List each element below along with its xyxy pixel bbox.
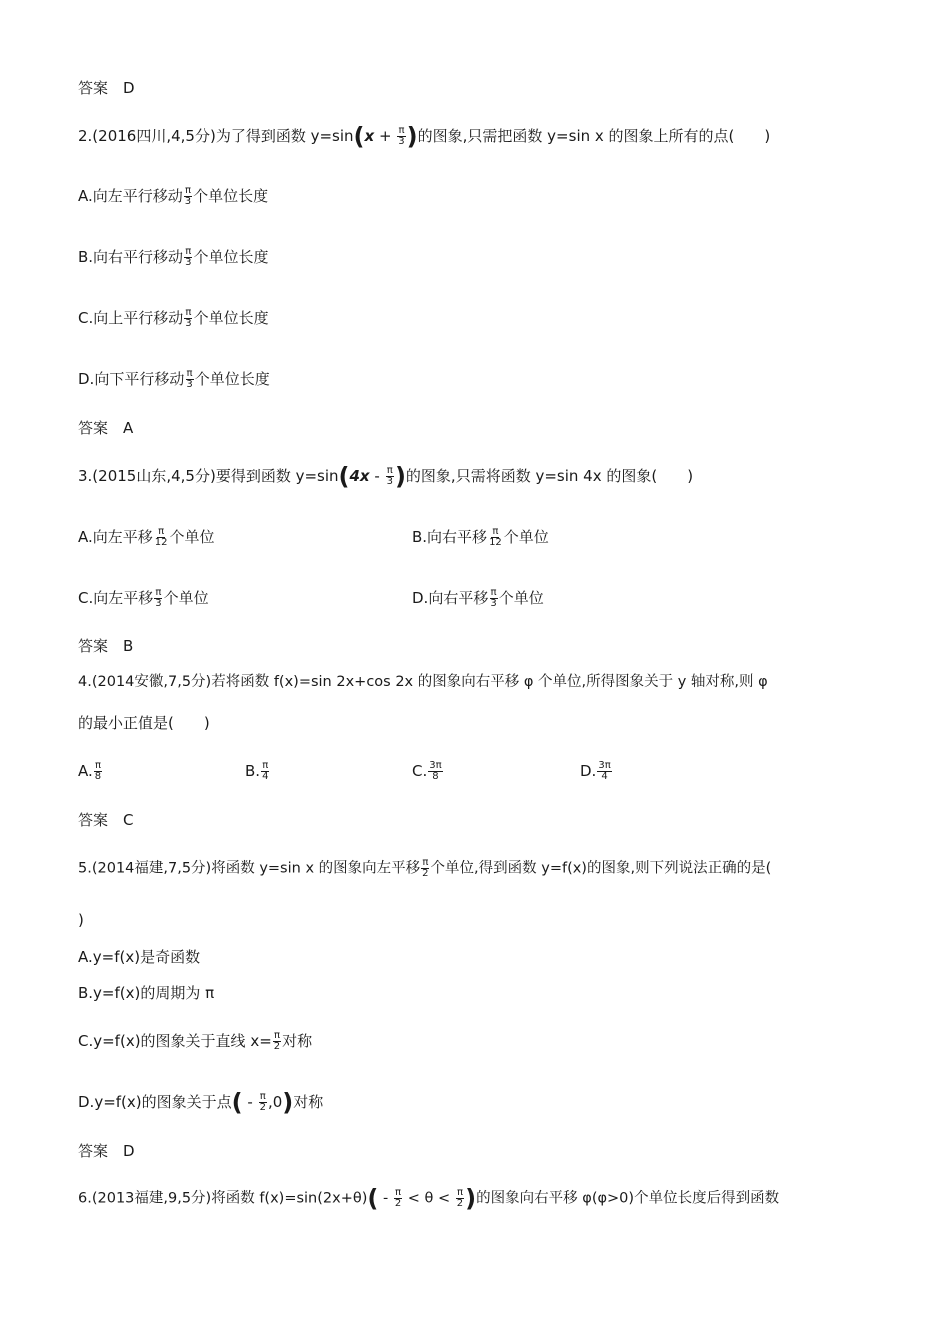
- q4-option-d-fraction: $\frac{3\pi}{4}$: [598, 760, 611, 782]
- question-2-stem: 2.(2016四川,4,5分)为了得到函数 y=sin(x + $\frac{\pi}{3}$ )的图象,只需把函数 y=sin x 的图象上所有的点( ): [78, 122, 771, 151]
- q2-option-b: B.向右平行移动 $\frac{\pi}{3}$ 个单位长度: [78, 246, 269, 268]
- q3-arg: 4x: [349, 467, 370, 485]
- q3-option-a: A.向左平移 $\frac{\pi}{12}$ 个单位: [78, 526, 215, 548]
- q3-option-d: D.向右平移 $\frac{\pi}{3}$ 个单位: [412, 587, 544, 609]
- q4-option-c-fraction: $\frac{3\pi}{8}$: [429, 760, 442, 782]
- question-5-stem: 5.(2014福建,7,5分)将函数 y=sin x 的图象向左平移 $\frac{\pi}{2}$ 个单位,得到函数 y=f(x)的图象,则下列说法正确的是(: [78, 857, 772, 879]
- q6-fraction-2: $\frac{\pi}{2}$: [456, 1187, 464, 1209]
- q3-option-b: B.向右平移 $\frac{\pi}{12}$ 个单位: [412, 526, 549, 548]
- q3-option-c: C.向左平移 $\frac{\pi}{3}$ 个单位: [78, 587, 209, 609]
- q2-option-c-fraction: $\frac{\pi}{3}$: [185, 307, 192, 329]
- q2-plus: +: [374, 127, 397, 145]
- q2-stem-pre: 2.(2016四川,4,5分)为了得到函数 y=sin: [78, 127, 354, 145]
- q5-fraction: $\frac{\pi}{2}$: [422, 857, 429, 879]
- q4-option-d: D. $\frac{3\pi}{4}$: [580, 760, 611, 782]
- q3-option-a-fraction: $\frac{\pi}{12}$: [154, 526, 168, 548]
- q2-stem-post: 的图象,只需把函数 y=sin x 的图象上所有的点( ): [417, 127, 771, 145]
- q4-option-a: A. $\frac{\pi}{8}$: [78, 760, 102, 782]
- question-3-stem: 3.(2015山东,4,5分)要得到函数 y=sin(4x - $\frac{\pi}{3}$ )的图象,只需将函数 y=sin 4x 的图象( ): [78, 462, 694, 491]
- q4-option-b: B. $\frac{\pi}{4}$: [245, 760, 269, 782]
- answer-4: 答案 C: [78, 811, 134, 829]
- q2-fraction: $\frac{\pi}{3}$: [398, 125, 405, 147]
- question-6-stem: 6.(2013福建,9,5分)将函数 f(x)=sin(2x+θ)( - $\frac{\pi}{2}$ < θ < $\frac{\pi}{2}$ )的图象向右平移 φ(φ>0)个单位长度后得到函数: [78, 1184, 780, 1213]
- q2-option-b-fraction: $\frac{\pi}{3}$: [185, 246, 192, 268]
- q4-option-b-fraction: $\frac{\pi}{4}$: [262, 760, 269, 782]
- q5-option-d: D.y=f(x)的图象关于点( - $\frac{\pi}{2}$ ,0)对称: [78, 1088, 324, 1117]
- question-5-line-2: ): [78, 911, 84, 929]
- q3-option-d-fraction: $\frac{\pi}{3}$: [490, 587, 497, 609]
- q5-option-c: C.y=f(x)的图象关于直线 x= $\frac{\pi}{2}$ 对称: [78, 1030, 313, 1052]
- q5-option-c-fraction: $\frac{\pi}{2}$: [273, 1030, 281, 1052]
- q2-option-a: A.向左平行移动 $\frac{\pi}{3}$ 个单位长度: [78, 185, 269, 207]
- q4-option-a-fraction: $\frac{\pi}{8}$: [94, 760, 102, 782]
- answer-5: 答案 D: [78, 1142, 135, 1160]
- q2-option-d-fraction: $\frac{\pi}{3}$: [186, 368, 193, 390]
- q3-option-c-fraction: $\frac{\pi}{3}$: [155, 587, 162, 609]
- q2-option-d: D.向下平行移动 $\frac{\pi}{3}$ 个单位长度: [78, 368, 270, 390]
- q5-option-a: A.y=f(x)是奇函数: [78, 948, 201, 966]
- answer-2: 答案 A: [78, 419, 134, 437]
- q5-option-b: B.y=f(x)的周期为 π: [78, 984, 215, 1002]
- question-4-line-1: 4.(2014安徽,7,5分)若将函数 f(x)=sin 2x+cos 2x 的图象向右平移 φ 个单位,所得图象关于 y 轴对称,则 φ: [78, 674, 768, 690]
- q4-option-c: C. $\frac{3\pi}{8}$: [412, 760, 442, 782]
- q6-fraction-1: $\frac{\pi}{2}$: [394, 1187, 402, 1209]
- q3-option-b-fraction: $\frac{\pi}{12}$: [489, 526, 502, 548]
- q2-arg-x: x: [364, 127, 375, 145]
- answer-3: 答案 B: [78, 637, 134, 655]
- q2-option-a-fraction: $\frac{\pi}{3}$: [184, 185, 192, 207]
- q3-fraction: $\frac{\pi}{3}$: [386, 465, 393, 487]
- question-4-line-2: 的最小正值是( ): [78, 714, 210, 732]
- q2-option-c: C.向上平行移动 $\frac{\pi}{3}$ 个单位长度: [78, 307, 269, 329]
- answer-1: 答案 D: [78, 79, 135, 97]
- q5-option-d-fraction: $\frac{\pi}{2}$: [259, 1091, 266, 1113]
